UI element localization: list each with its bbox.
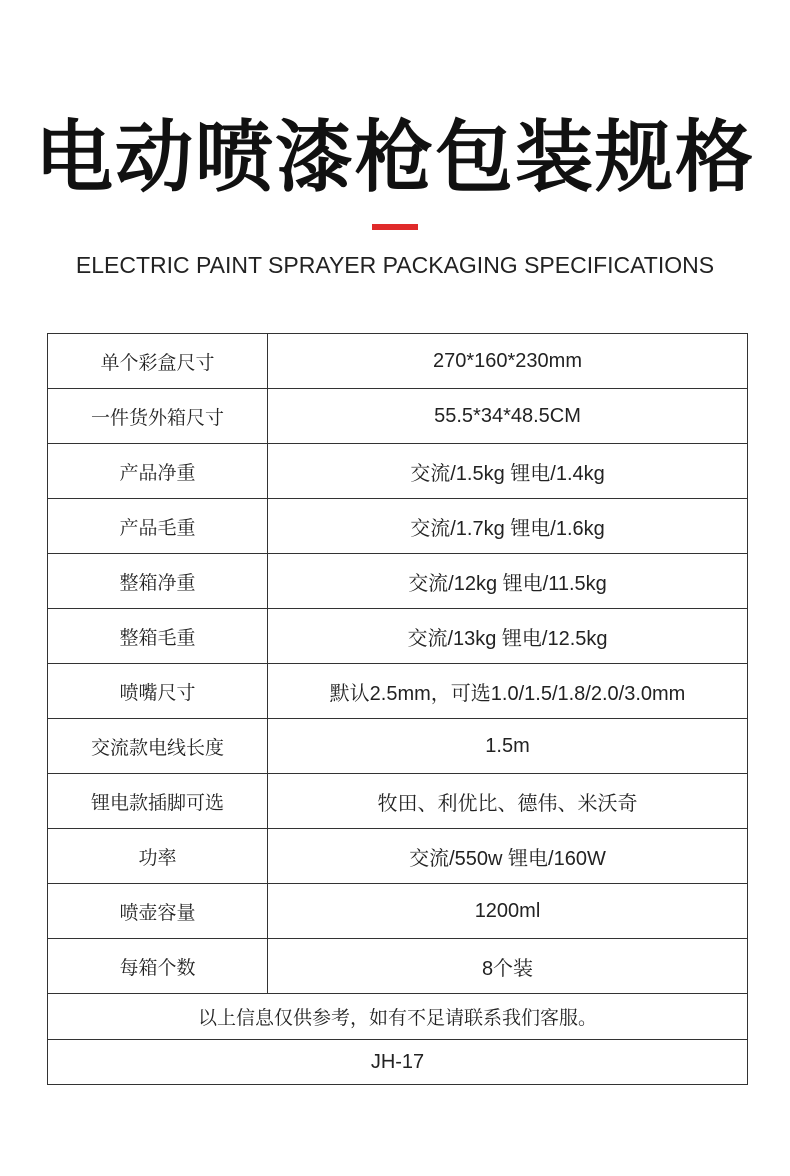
page-title: 电动喷漆枪包装规格: [34, 113, 755, 203]
spec-label: 产品毛重: [48, 499, 268, 554]
spec-label: 喷嘴尺寸: [48, 664, 268, 719]
spec-row-cable-length: [48, 719, 748, 774]
spec-row-capacity: [48, 884, 748, 939]
model-row: [48, 1040, 748, 1085]
spec-row-carton-size: [48, 389, 748, 444]
spec-row-box-size: [48, 334, 748, 389]
spec-label: 每箱个数: [48, 939, 268, 994]
spec-row-carton-gross-weight: [48, 609, 748, 664]
spec-row-gross-weight: [48, 499, 748, 554]
spec-value: 1.5m: [268, 719, 748, 774]
spec-label: 单个彩盒尺寸: [48, 334, 268, 389]
spec-label: 功率: [48, 829, 268, 884]
spec-row-units-per-carton: [48, 939, 748, 994]
spec-row-battery-adapter: [48, 774, 748, 829]
spec-label: 整箱毛重: [48, 609, 268, 664]
spec-value: 交流/1.7kg 锂电/1.6kg: [268, 499, 748, 554]
accent-divider: [372, 224, 418, 230]
spec-row-net-weight: [48, 444, 748, 499]
model-number: JH-17: [48, 1040, 748, 1085]
spec-label: 喷壶容量: [48, 884, 268, 939]
spec-label: 产品净重: [48, 444, 268, 499]
page-subtitle: ELECTRIC PAINT SPRAYER PACKAGING SPECIFICATIONS: [75, 252, 715, 278]
spec-note-row: [48, 994, 748, 1040]
spec-value: 默认2.5mm，可选1.0/1.5/1.8/2.0/3.0mm: [268, 664, 748, 719]
spec-value: 交流/550w 锂电/160W: [268, 829, 748, 884]
disclaimer-note: 以上信息仅供参考，如有不足请联系我们客服。: [48, 994, 748, 1040]
spec-row-power: [48, 829, 748, 884]
spec-value: 交流/13kg 锂电/12.5kg: [268, 609, 748, 664]
spec-label: 一件货外箱尺寸: [48, 389, 268, 444]
spec-label: 整箱净重: [48, 554, 268, 609]
spec-value: 交流/1.5kg 锂电/1.4kg: [268, 444, 748, 499]
spec-label: 交流款电线长度: [48, 719, 268, 774]
spec-table: [47, 333, 748, 1085]
spec-row-nozzle-size: [48, 664, 748, 719]
spec-row-carton-net-weight: [48, 554, 748, 609]
spec-value: 牧田、利优比、德伟、米沃奇: [268, 774, 748, 829]
spec-value: 8个装: [268, 939, 748, 994]
spec-value: 270*160*230mm: [268, 334, 748, 389]
spec-label: 锂电款插脚可选: [48, 774, 268, 829]
spec-value: 交流/12kg 锂电/11.5kg: [268, 554, 748, 609]
spec-value: 55.5*34*48.5CM: [268, 389, 748, 444]
spec-value: 1200ml: [268, 884, 748, 939]
